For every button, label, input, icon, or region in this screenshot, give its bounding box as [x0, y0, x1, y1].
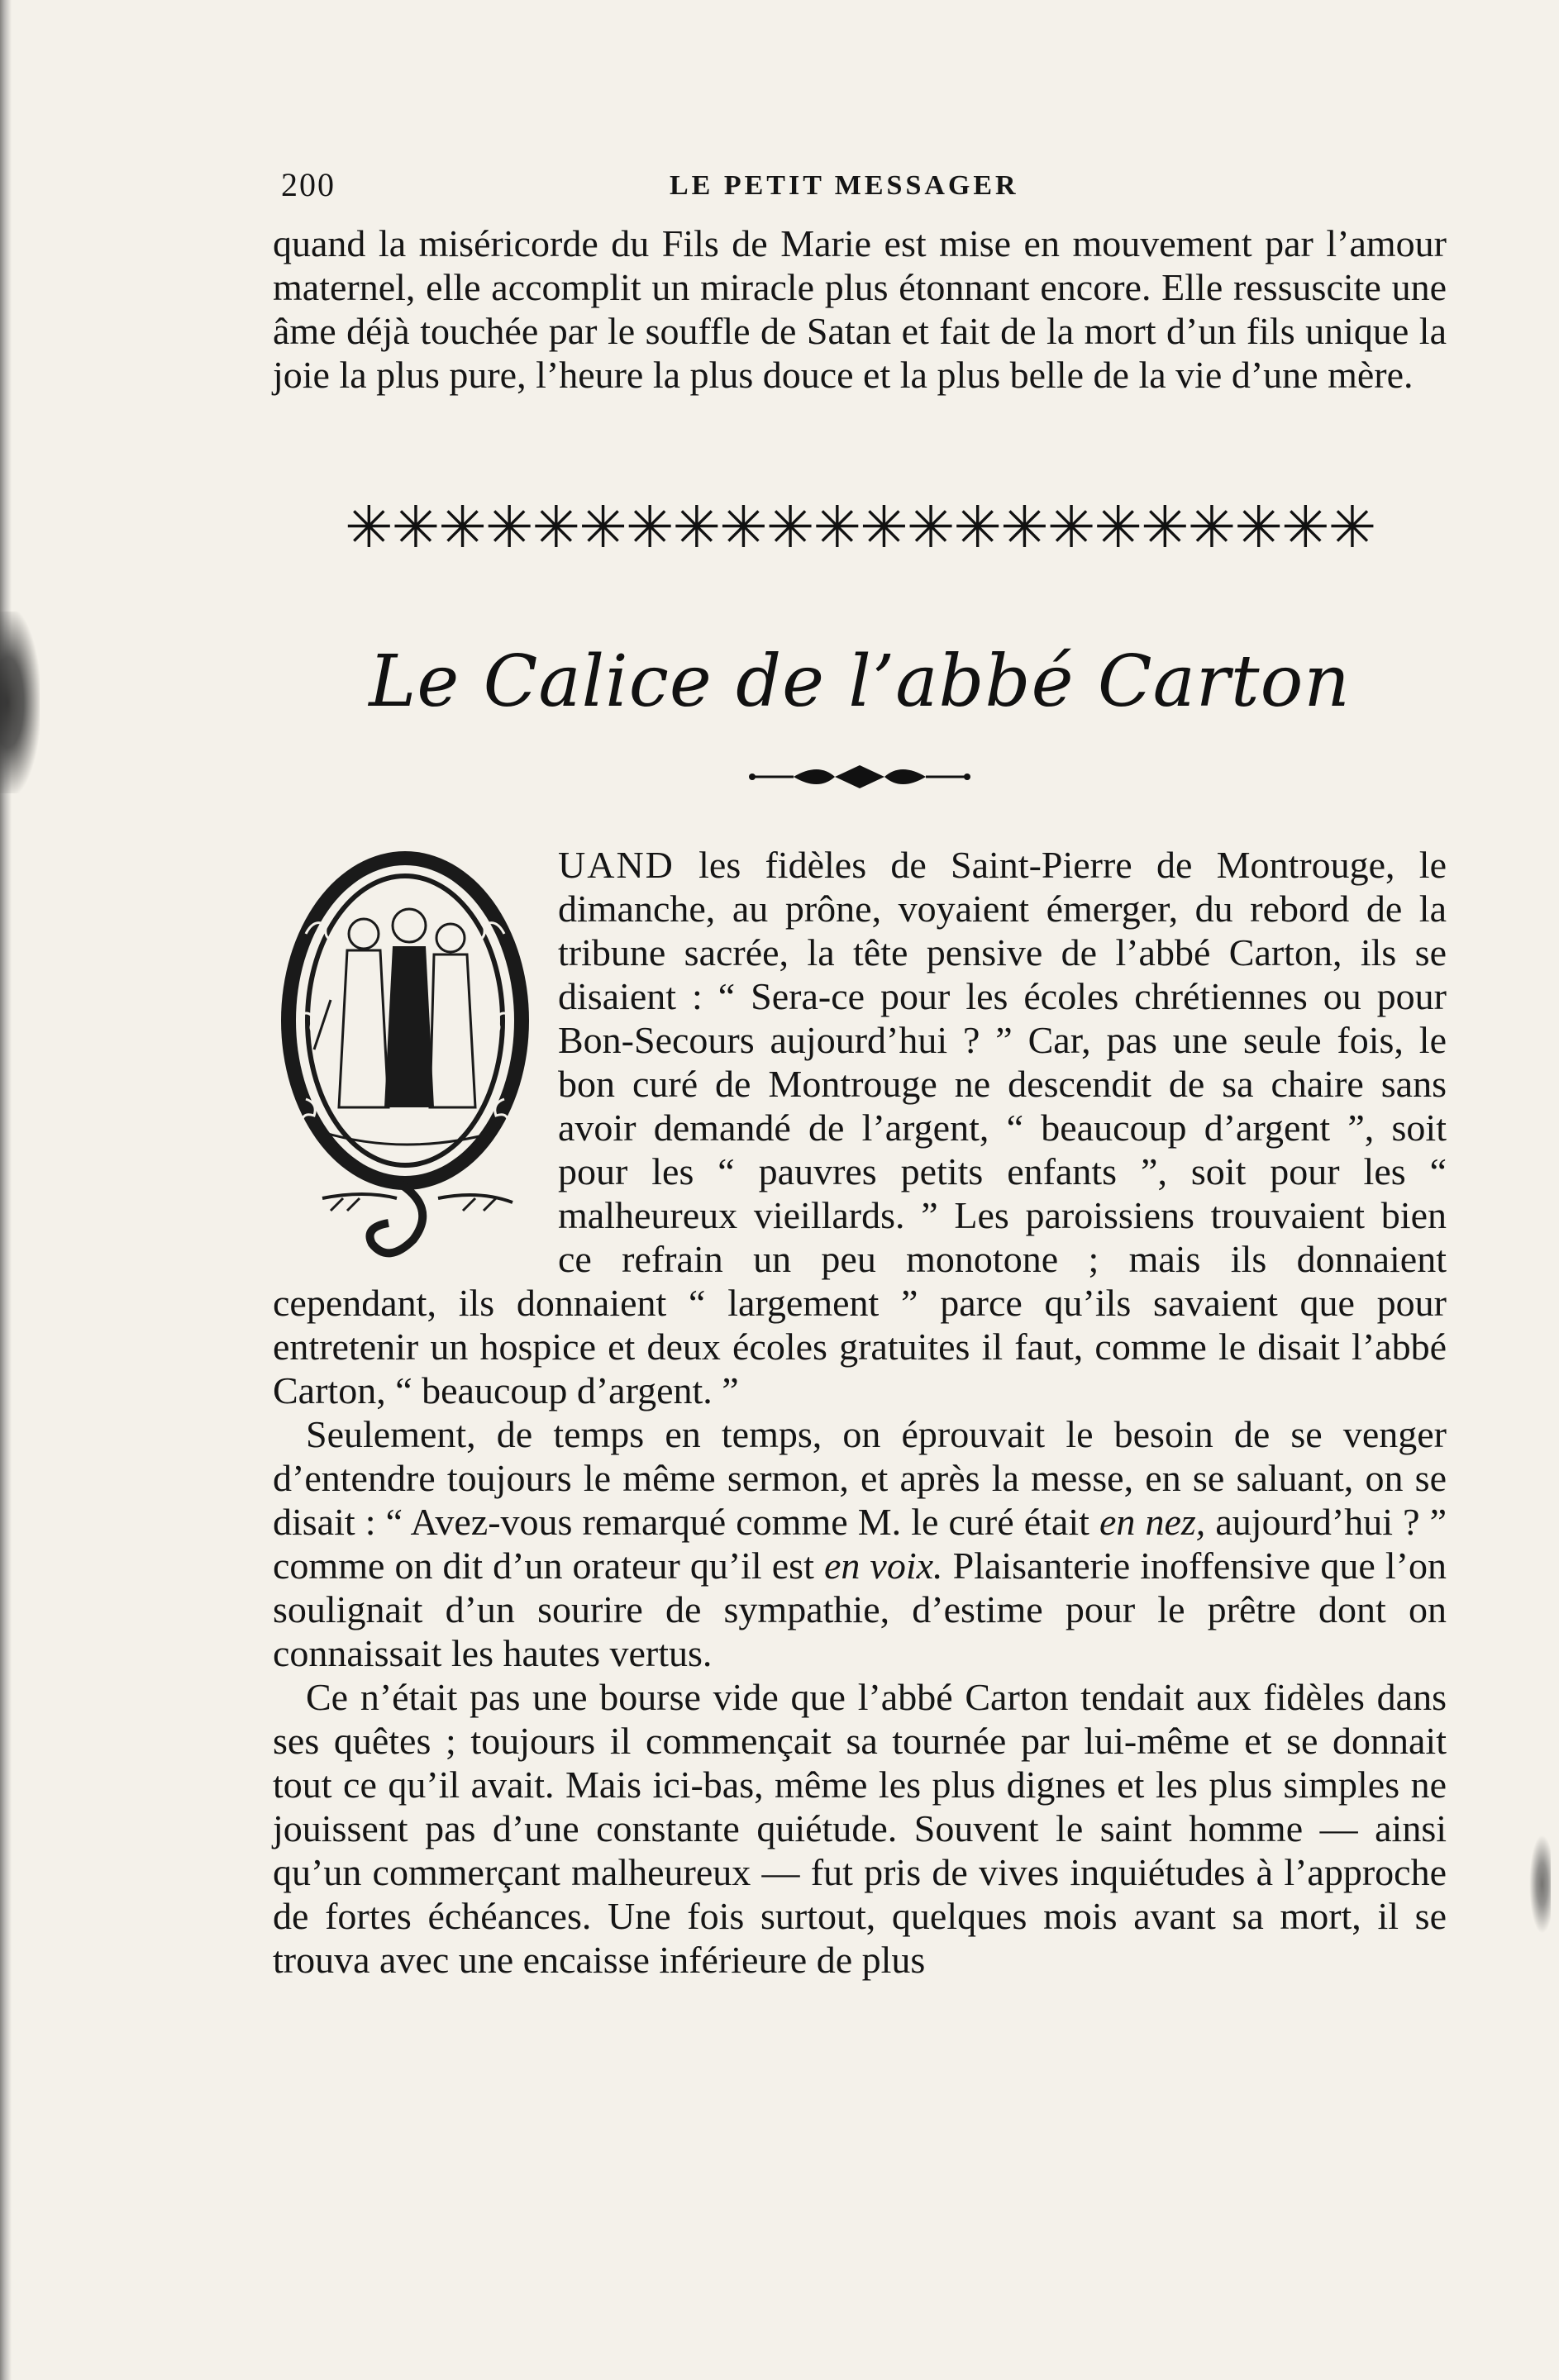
paragraph-2-emphasis-2: en voix. — [823, 1545, 943, 1587]
running-title: LE PETIT MESSAGER — [670, 170, 1019, 201]
scan-blot-right — [1529, 1835, 1551, 1934]
scan-blot — [0, 612, 40, 793]
dropcap-spacer — [273, 843, 558, 1269]
paragraph-2 — [273, 1412, 1447, 1675]
continuation-paragraph — [273, 221, 1447, 397]
paragraph-2-part-b: aujourd’hui ? ” comme on dit d’un orateur qu’il est — [273, 1501, 1447, 1587]
paragraph-2-part-a: Seulement, de temps en temps, on éprouvait le besoin de se venger d’entendre toujours le même sermon, et après la messe, en se saluant, on se disait : “ Avez-vous remarqué comme M. le curé était — [273, 1413, 1447, 1543]
paragraph-2-part-c: Plaisanterie inoffensive que l’on soulignait d’un sourire de sympathie, d’estime pour le prêtre dont on connaissait les hautes vertus. — [273, 1545, 1447, 1674]
continuation-text: quand la miséricorde du Fils de Marie est mise en mouvement par l’amour maternel, elle accomplit un miracle plus étonnant encore. Elle ressuscite une âme déjà touchée par le souffle de Satan et fait de la mort d’un fils unique la joie la plus pure, l’heure la plus douce et la plus belle de la vie d’une mère. — [273, 222, 1447, 396]
paragraph-3: Ce n’était pas une bourse vide que l’abbé Carton tendait aux fidèles dans ses quêtes ; toujours il commençait sa tournée par lui-même et se donnait tout ce qu’il avait. Mais ici-bas, même les plus dignes et les plus simples ne jouissent pas d’une constante quiétude. Souvent le saint homme — ainsi qu’un commerçant malheureux — fut pris de vives inquiétudes à l’approche de fortes échéances. Une fois surtout, quelques mois avant sa mort, il se trouva avec une encaisse inférieure de plus — [273, 1676, 1447, 1981]
article-title: Le Calice de l’abbé Carton — [369, 640, 1351, 723]
page-number: 200 — [281, 166, 336, 203]
article-body — [273, 843, 1447, 1982]
scan-edge-shadow — [0, 0, 12, 2380]
paragraph-2-emphasis-1: en nez, — [1099, 1501, 1206, 1543]
star-ornament-divider: ✳✳✳✳✳✳✳✳✳✳✳✳✳✳✳✳✳✳✳✳✳✳ — [344, 493, 1375, 561]
page-header — [281, 165, 1430, 215]
first-word-rest: UAND — [558, 844, 675, 886]
paragraph-1-text: les fidèles de Saint-Pierre de Montrouge, le dimanche, au prône, voyaient émerger, du rebord de la tribune sacrée, la tête pensive de l’abbé Carton, ils se disaient : “ Sera-ce pour les écoles chrétiennes ou pour Bon-Secours aujourd’hui ? ” Car, pas une seule fois, le bon curé de Montrouge ne descendit de sa chaire sans avoir demandé de l’argent, “ beaucoup d’argent ”, soit pour les “ pauvres petits enfants ”, soit pour les “ malheureux vieillards. ” Les paroissiens trouvaient bien ce refrain un peu monotone ; mais ils donnaient cependant, ils donnaient “ largement ” parce qu’ils savaient que pour entretenir un hospice et deux écoles gratuites il faut, comme le disait l’abbé Carton, “ beaucoup d’argent. ” — [273, 844, 1447, 1411]
fleuron-ornament — [744, 760, 975, 793]
